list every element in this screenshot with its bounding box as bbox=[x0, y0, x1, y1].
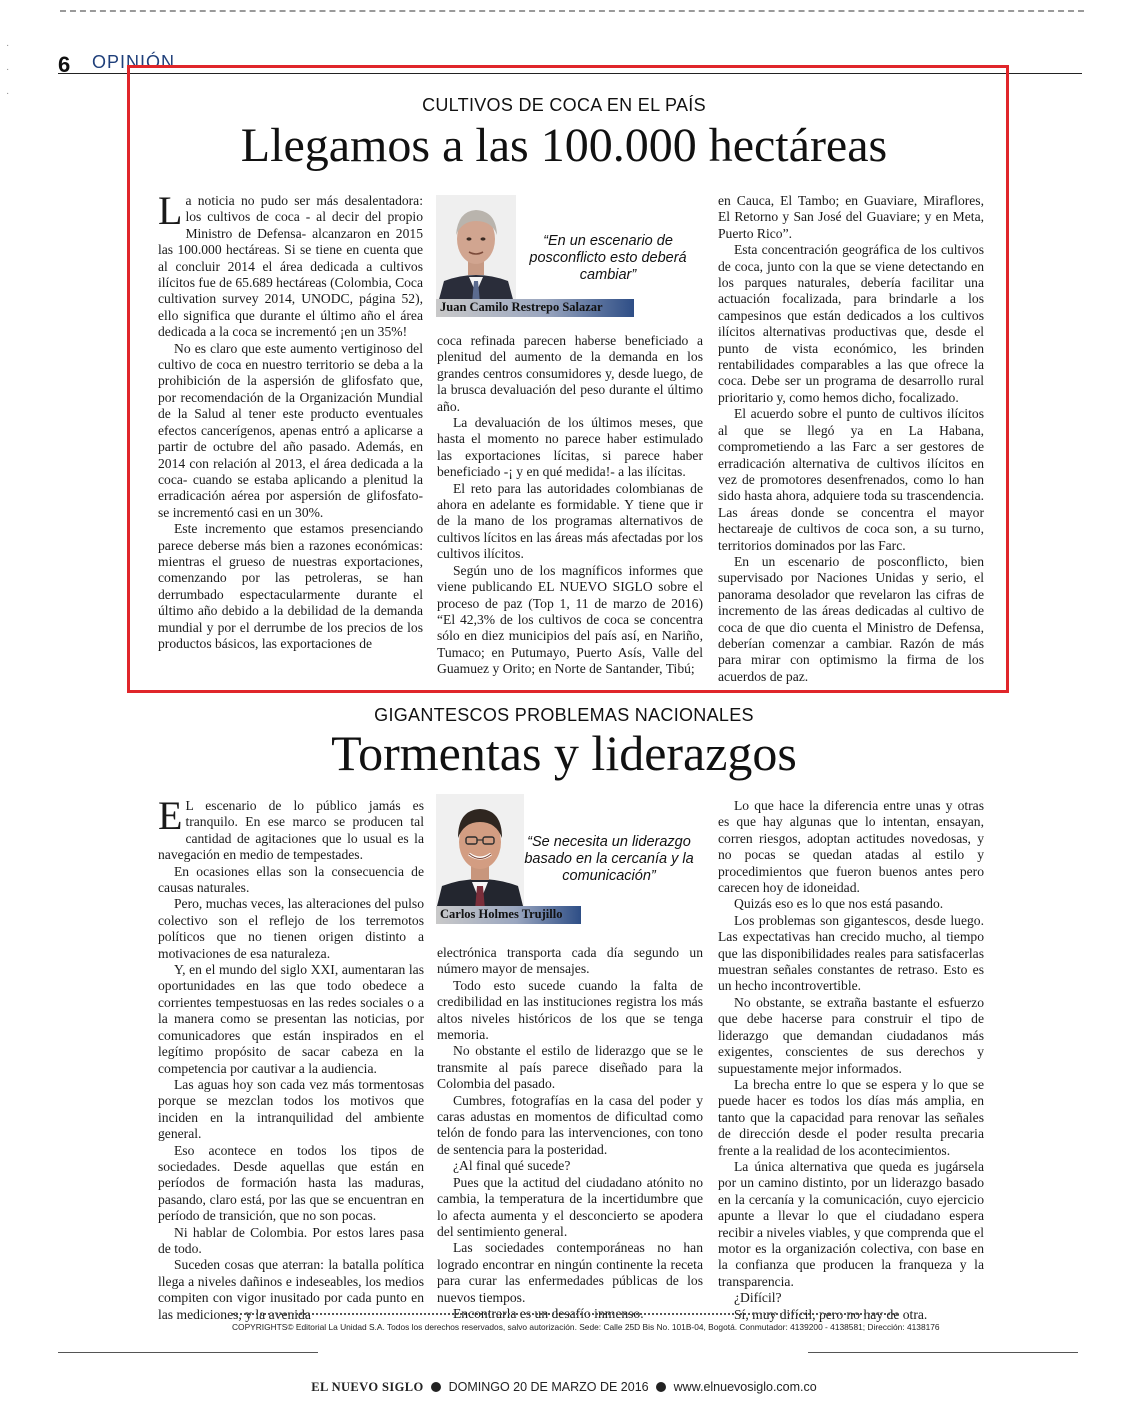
article2-paragraph: No obstante, se extraña bastante el esfuerzo que debe hacerse para construir el tipo de liderazgo que demandan ciudadanos más exigentes, conscientes de sus derechos y supuestamente mejor informados. bbox=[718, 994, 984, 1076]
article2-paragraph: Eso acontece en todos los tipos de sociedades. Desde aquellas que están en períodos de formación hasta las maduras, pasando, claro está, por las que se encuentran en período de transición, que no son pocas. bbox=[158, 1142, 424, 1224]
article1-paragraph: Este incremento que estamos presenciando parece deberse más bien a razones económicas: mientras el grueso de nuestras exportaciones, comenzando por las petroleras, se han derrumbado espectacularmente durante el último año debido a la debilidad de la demanda mundial y por el derrumbe de los precios de los productos básicos, las exportaciones de bbox=[158, 521, 423, 651]
article2-paragraph: Lo que hace la diferencia entre unas y otras es que hay algunas que lo intentan, ensayan, corren riesgos, adoptan actitudes novedosas, y no pocas se quedan atadas al estilo y procedimientos que fueron buenos antes pero carecen hoy de idoneidad. bbox=[718, 798, 984, 896]
article2-paragraph: Todo esto sucede cuando la falta de credibilidad en las instituciones registra los más altos niveles históricos de los que se tenga memoria. bbox=[437, 977, 703, 1043]
section-name: OPINIÓN bbox=[92, 52, 176, 72]
scan-margin-marks: · · · bbox=[6, 40, 10, 99]
article2-paragraph: Y, en el mundo del siglo XXI, aumentaran las oportunidades en las que todo obedece a corrientes tempestuosas en las redes sociales o a la manera como se presentan las noticias, por comunicadores que están inspirados en el legítimo propósito de sacar cabeza en la competencia por cautivar a la audiencia. bbox=[158, 962, 424, 1076]
article2-paragraph: La brecha entre lo que se espera y lo que se puede hacer es todos los días más amplia, en tanto que la capacidad para renovar las señales de dirección desde el poder resulta precaria frente a la realidad de los acontecimientos. bbox=[718, 1076, 984, 1158]
dropcap: L bbox=[158, 188, 183, 233]
page-number: 6 bbox=[58, 52, 71, 77]
article2-paragraph: Encontrarla es un desafío inmenso. bbox=[453, 1305, 644, 1321]
article1-paragraph: No es claro que este aumento vertiginoso del cultivo de coca en nuestro territorio se deba a la prohibición de la aspersión de glifosfato que, por recomendación de la Organización Mundial de la Salud al tener este producto eventuales efectos cancerígenos, apenas entró a aplicarse a partir de octubre del año pasado. Además, en 2014 con relación al 2013, el área dedicada a la coca- cuando se estaba aplicando a plenitud la erradicación aérea por aspersión de glifosfato- se incrementó casi en un 30%. bbox=[158, 340, 423, 520]
article1-paragraph: La devaluación de los últimos meses, que hasta el momento no parece haber estimulado las exportaciones lícitas, si parece haber beneficiado -¡ y en qué medida!- a las ilícitas. bbox=[437, 415, 703, 480]
author-portrait-image bbox=[436, 195, 516, 303]
article1-headline: Llegamos a las 100.000 hectáreas bbox=[240, 119, 888, 172]
dropcap: E bbox=[158, 793, 183, 838]
article2-paragraph: Cumbres, fotografías en la casa del poder y caras adustas en momentos de dificultad como telón de fondo para las intervenciones, con tono de sentencia para la posteridad. bbox=[437, 1092, 703, 1157]
article1-paragraph: El reto para las autoridades colombianas de ahora en adelante es formidable. Y tiene que ir de la mano de los programas alternativos de cultivos lícitos en las áreas más afectadas por los cultivos ilícitos. bbox=[437, 480, 703, 562]
article2-paragraph: En ocasiones ellas son la consecuencia de causas naturales. bbox=[158, 863, 424, 896]
article1-paragraph: Según uno de los magníficos informes que viene publicando EL NUEVO SIGLO sobre el proceso de paz (Top 1, 11 de marzo de 2016) “El 42,3% de los cultivos de coca se concentra sólo en diez municipios del país así, en Nariño, Tumaco; en Putumayo, Puerto Asís, Valle del Guamuez y Orito; en Norte de Santander, Tibú; bbox=[437, 562, 703, 677]
bullet-icon bbox=[656, 1382, 666, 1392]
article2-paragraph: Pero, muchas veces, las alteraciones del pulso colectivo son el reflejo de los terremotos políticos que no tienen origen distinto a motivaciones de esa naturaleza. bbox=[158, 896, 424, 961]
pull-quote: “Se necesita un liderazgo basado en la cercanía y la comunicación” bbox=[524, 834, 694, 884]
copyright-notice: COPYRIGHTS© Editorial La Unidad S.A. Todos los derechos reservados, salvo autorización. Sede: Calle 25D Bis No. 101B-04, Bogotá. Conmutador: 4139200 - 4138581; Dirección: 4138176 bbox=[232, 1322, 940, 1332]
author-name-bar bbox=[436, 906, 581, 924]
article2-paragraph: Los problemas son gigantescos, desde luego. Las expectativas han crecido mucho, al tiempo que las disponibilidades reales para satisfacerlas muestran señales constantes de retraso. Esto es un hecho incontrovertible. bbox=[718, 912, 984, 994]
article2-paragraph: No obstante el estilo de liderazgo que se le transmite al país parece diseñado para la Colombia del pasado. bbox=[437, 1043, 703, 1092]
article1-paragraph: coca refinada parecen haberse beneficiado a plenitud del aumento de la demanda en los grandes centros consumidores y, desde luego, de la brusca devaluación del peso durante el último año. bbox=[437, 333, 703, 414]
article2-paragraph: E L escenario de lo público jamás es tranquilo. En ese marco se producen tal cantidad de agitaciones que lo usual es la navegación en medio de tempestades. bbox=[158, 793, 424, 863]
article2-paragraph: Quizás eso es lo que nos está pasando. bbox=[734, 896, 944, 912]
author-name: Carlos Holmes Trujillo bbox=[440, 907, 563, 921]
article1-column-2 bbox=[437, 333, 703, 678]
newspaper-brand: EL NUEVO SIGLO bbox=[311, 1380, 424, 1394]
issue-date: DOMINGO 20 DE MARZO DE 2016 bbox=[448, 1380, 649, 1394]
article2-paragraph: Las aguas hoy son cada vez más tormentosas porque se mezclan todos los motivos que inciden en la intranquilidad del ambiente general. bbox=[158, 1076, 424, 1142]
author-photo bbox=[436, 195, 516, 303]
article1-column-3 bbox=[718, 193, 984, 685]
pull-quote: “En un escenario de posconflicto esto deberá cambiar” bbox=[529, 233, 687, 283]
author-portrait-image bbox=[436, 794, 524, 910]
article2-column-3 bbox=[718, 798, 984, 1323]
article2-paragraph: La única alternativa que queda es jugársela por un camino distinto, por un liderazgo basado en la cercanía y la comunicación, cuyo ejercicio apunte a llevar lo que el ciudadano espera recibir a niveles viables, y que comprenda que el motor es la organización colectiva, con base en la confianza que producen la franqueza y la transparencia. bbox=[718, 1158, 984, 1289]
footer-masthead-line bbox=[0, 1380, 1128, 1395]
article1-column-1 bbox=[158, 188, 423, 652]
author-photo bbox=[436, 794, 524, 910]
author-name: Juan Camilo Restrepo Salazar bbox=[440, 300, 603, 314]
article1-paragraph: Esta concentración geográfica de los cultivos de coca, junto con la que se viene detectando en los parques naturales, debería facilitar una actuación focalizada, para brindarle a los campesinos que están dedicados a los cultivos ilícitos alternativas productivas que, desde el punto de vista económico, les brinden rentabilidades comparables a las que ofrece la coca. Debe ser un programa de desarrollo rural prioritario y, como hemos dicho, focalizado. bbox=[718, 242, 984, 405]
article2-paragraph: ¿Difícil? bbox=[734, 1290, 782, 1306]
bullet-icon bbox=[431, 1382, 441, 1392]
article2-headline: Tormentas y liderazgos bbox=[331, 725, 797, 781]
article1-kicker: CULTIVOS DE COCA EN EL PAÍS bbox=[422, 95, 706, 115]
article2-paragraph: Suceden cosas que aterran: la batalla política llega a niveles dañinos e indeseables, los medios compiten con vigor inusitado por cada punto en las mediciones, y la avenida bbox=[158, 1257, 424, 1322]
article2-column-2 bbox=[437, 945, 703, 1322]
article1-paragraph: La noticia no pudo ser más desalentadora: los cultivos de coca - al decir del propio Ministro de Defensa- alcanzaron en 2015 las 100.000 hectáreas. Si se tiene en cuenta que al concluir 2014 el área dedicada a cultivos ilícitos fue de 65.689 hectáreas (Colombia, Coca cultivation survey 2014, UNODC, página 52), ello significa que durante el último año el área dedicada a la coca se incrementó ¡en un 35%! bbox=[158, 188, 423, 340]
article2-paragraph: electrónica transporta cada día segundo un número mayor de mensajes. bbox=[437, 945, 703, 977]
author-name-bar bbox=[436, 299, 634, 317]
article1-paragraph: El acuerdo sobre el punto de cultivos ilícitos al que se llegó ya en La Habana, comprometiendo a las Farc a ser gestores de erradicación alternativa de cultivos ilícitos en vez de promotores desenfrenados, como lo han sido hasta ahora, adquiere toda su trascendencia. Las áreas donde se concentra el mayor hectareaje de cultivos de coca son, a su turno, territorios dominados por las Farc. bbox=[718, 406, 984, 553]
article2-paragraph: Pues que la actitud del ciudadano atónito no cambia, la temperatura de la incertidumbre que lo afecta aumenta y el desconcierto se apodera del sentimiento general. bbox=[437, 1174, 703, 1239]
footer-rule-right bbox=[808, 1352, 1078, 1353]
page-top-edge bbox=[60, 10, 1084, 12]
article2-paragraph: ¿Al final qué sucede? bbox=[453, 1158, 571, 1174]
article2-paragraph: Ni hablar de Colombia. Por estos lares pasa de todo. bbox=[158, 1224, 424, 1256]
article2-author-box bbox=[436, 794, 706, 929]
footer-dotted-rule bbox=[232, 1313, 898, 1315]
article2-paragraph: Las sociedades contemporáneas no han logrado encontrar en ningún continente la receta para curar las enfermedades públicas de los nuevos tiempos. bbox=[437, 1240, 703, 1305]
article1-paragraph: En un escenario de posconflicto, bien supervisado por Naciones Unidas y serio, el panorama desolador que revelaron las cifras de incremento de las áreas dedicadas al cultivo de coca de que dio cuenta el Ministro de Defensa, deberían comenzar a cambiar. Razón de más para mirar con optimismo la firma de los acuerdos de paz. bbox=[718, 553, 984, 684]
article2-column-1 bbox=[158, 793, 424, 1323]
article2-paragraph: Sí, muy difícil, pero no hay de otra. bbox=[734, 1306, 928, 1322]
article1-author-box bbox=[436, 195, 706, 320]
footer-rule-left bbox=[58, 1352, 318, 1353]
article2-kicker: GIGANTESCOS PROBLEMAS NACIONALES bbox=[374, 705, 754, 725]
article1-paragraph: en Cauca, El Tambo; en Guaviare, Miraflores, El Retorno y San José del Guaviare; y en Meta, Puerto Rico”. bbox=[718, 193, 984, 241]
website-link[interactable]: www.elnuevosiglo.com.co bbox=[673, 1380, 817, 1394]
